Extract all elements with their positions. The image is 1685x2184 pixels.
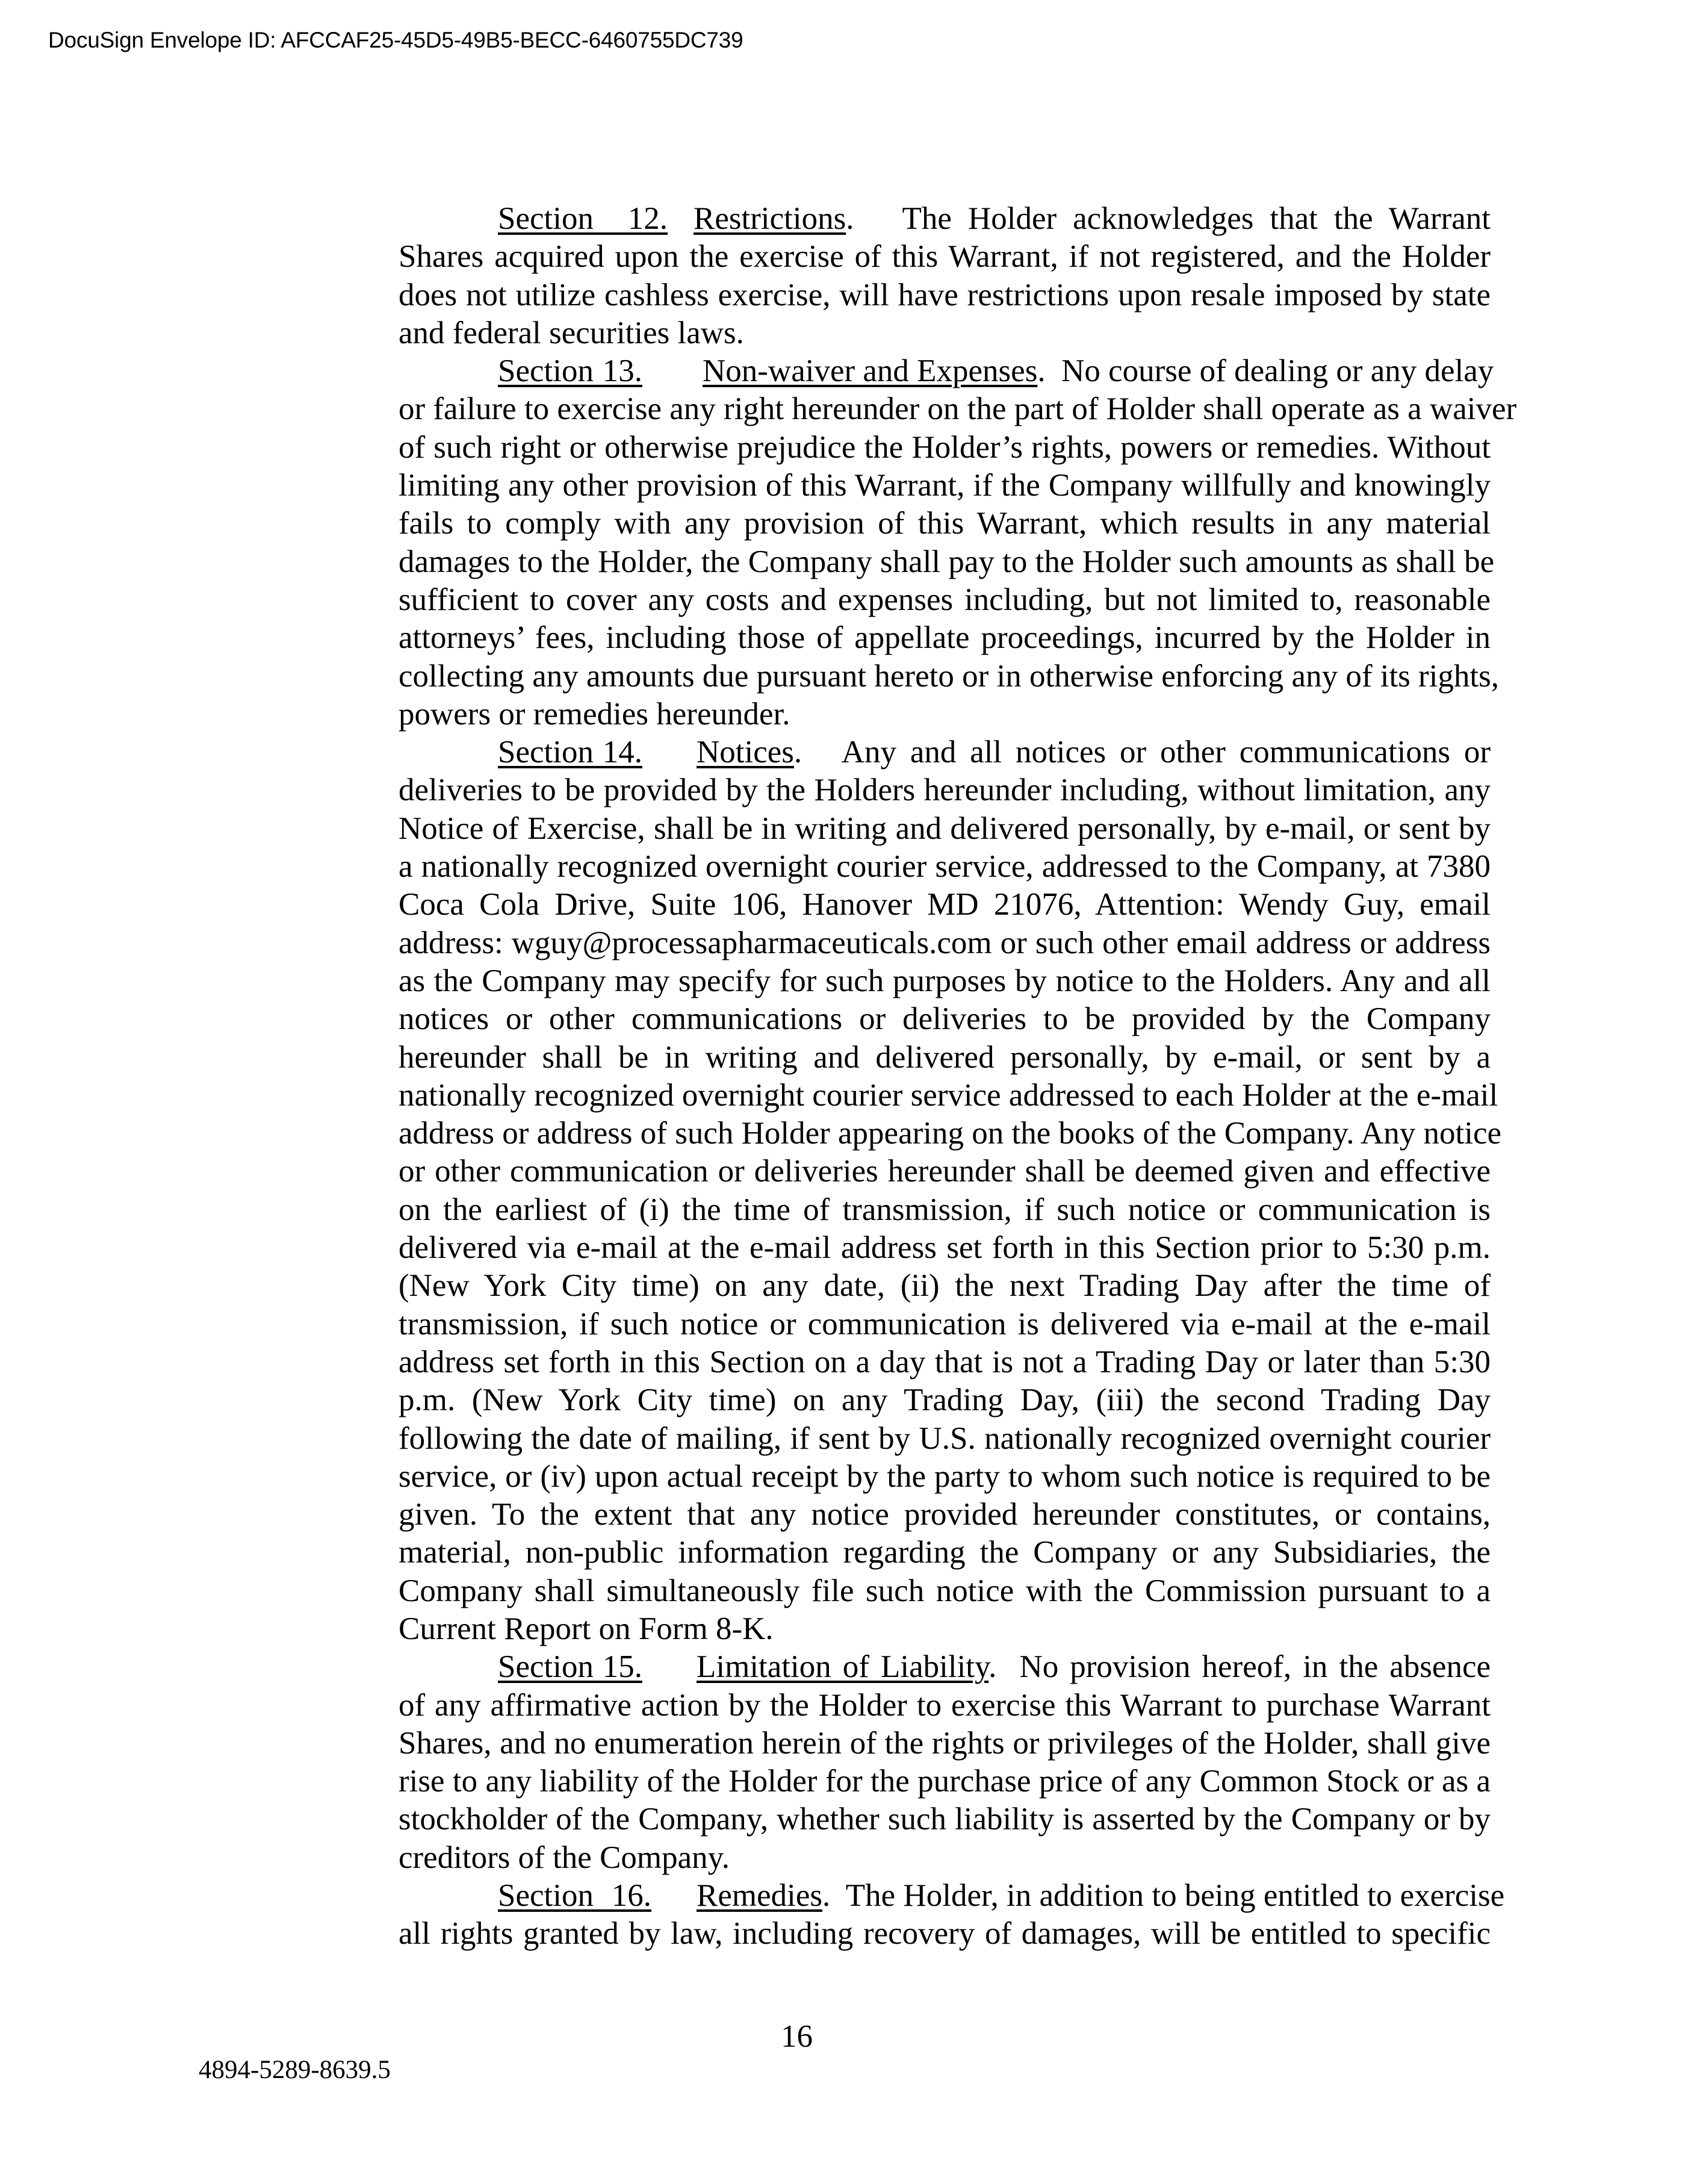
section-title: Limitation of Liability — [697, 1649, 989, 1685]
text-line: (New York City time) on any date, (ii) the next Trading Day after the time of — [399, 1268, 1491, 1304]
section-number: Section 16. — [498, 1878, 651, 1914]
section-number: Section 14. — [498, 735, 642, 770]
text-line: damages to the Holder, the Company shall pay to the Holder such amounts as shall be — [399, 544, 1495, 579]
email-address-line: address: wguy@processapharmaceuticals.com or such other email address or address — [399, 925, 1491, 960]
section-16 — [399, 1877, 1505, 1953]
section-heading-line: Section 16. Remedies. The Holder, in addition to being entitled to exercise — [399, 1877, 1491, 1915]
text-line: rise to any liability of the Holder for the purchase price of any Common Stock or as a — [399, 1764, 1491, 1799]
text-line: Shares, and no enumeration herein of the rights or privileges of the Holder, shall give — [399, 1725, 1491, 1761]
text-line: fails to comply with any provision of this Warrant, which results in any material — [399, 506, 1491, 541]
text-line: transmission, if such notice or communication is delivered via e-mail at the e-mail — [399, 1306, 1491, 1342]
section-number: Section 15. — [498, 1649, 642, 1685]
text-line: notices or other communications or deliveries to be provided by the Company — [399, 1001, 1491, 1037]
text-line: does not utilize cashless exercise, will have restrictions upon resale imposed by state — [399, 277, 1491, 313]
text-line: The Holder, in addition to being entitled to exercise — [845, 1878, 1505, 1914]
text-line: or other communication or deliveries hereunder shall be deemed given and effective — [399, 1154, 1491, 1189]
text-line: Current Report on Form 8-K. — [399, 1611, 774, 1646]
section-number: Section 13. — [498, 353, 642, 389]
text-line: hereunder shall be in writing and delivered personally, by e-mail, or sent by a — [399, 1039, 1491, 1075]
text-line: stockholder of the Company, whether such liability is asserted by the Company or by — [399, 1802, 1491, 1837]
page-number: 16 — [781, 2019, 813, 2054]
section-heading-line: Section 15. Limitation of Liability. No provision hereof, in the absence — [399, 1648, 1491, 1686]
text-line: Notice of Exercise, shall be in writing and delivered personally, by e-mail, or sent by — [399, 810, 1491, 846]
text-line: of such right or otherwise prejudice the Holder’s rights, powers or remedies. Without — [399, 429, 1491, 465]
section-12 — [399, 200, 1491, 352]
text-line: deliveries to be provided by the Holders hereunder including, without limitation, any — [399, 773, 1491, 808]
text-line: a nationally recognized overnight courier service, addressed to the Company, at 7380 — [399, 849, 1491, 885]
footer-document-id: 4894-5289-8639.5 — [199, 2056, 391, 2084]
section-14 — [399, 733, 1501, 1648]
text-line: creditors of the Company. — [399, 1840, 730, 1875]
text-line: following the date of mailing, if sent by U.S. nationally recognized overnight courier — [399, 1420, 1491, 1456]
text-line: Shares acquired upon the exercise of this Warrant, if not registered, and the Holder — [399, 239, 1491, 275]
text-line: as the Company may specify for such purposes by notice to the Holders. Any and all — [399, 963, 1491, 998]
text-line: service, or (iv) upon actual receipt by the party to whom such notice is required to be — [399, 1458, 1491, 1494]
section-13 — [399, 352, 1517, 733]
text-line: sufficient to cover any costs and expenses including, but not limited to, reasonable — [399, 582, 1491, 617]
section-title: Notices — [697, 735, 794, 770]
text-line: all rights granted by law, including recovery of damages, will be entitled to specific — [399, 1916, 1491, 1952]
document-body — [399, 200, 1517, 1953]
section-15 — [399, 1648, 1491, 1877]
text-line: Coca Cola Drive, Suite 106, Hanover MD 21076, Attention: Wendy Guy, email — [399, 887, 1491, 922]
text-line: given. To the extent that any notice provided hereunder constitutes, or contains, — [399, 1497, 1491, 1532]
section-title: Non-waiver and Expenses — [703, 353, 1038, 389]
text-line: limiting any other provision of this Warrant, if the Company willfully and knowingly — [399, 468, 1491, 503]
text-line: The Holder acknowledges that the Warrant — [902, 201, 1491, 236]
text-line: attorneys’ fees, including those of appellate proceedings, incurred by the Holder in — [399, 620, 1491, 656]
text-line: No course of dealing or any delay — [1061, 353, 1494, 389]
section-heading-line: Section 14. Notices. Any and all notices or other communications or — [399, 733, 1491, 771]
section-title: Remedies — [697, 1878, 822, 1914]
text-line: collecting any amounts due pursuant hereto or in otherwise enforcing any of its rights, — [399, 658, 1500, 694]
text-line: and federal securities laws. — [399, 315, 744, 350]
text-line: of any affirmative action by the Holder to exercise this Warrant to purchase Warrant — [399, 1687, 1491, 1723]
text-line: Company shall simultaneously file such notice with the Commission pursuant to a — [399, 1573, 1491, 1608]
text-line: on the earliest of (i) the time of transmission, if such notice or communication is — [399, 1192, 1491, 1227]
text-line: No provision hereof, in the absence — [1019, 1649, 1491, 1685]
section-title: Restrictions — [694, 201, 846, 236]
section-number: Section 12. — [498, 201, 668, 236]
text-line: or failure to exercise any right hereunder on the part of Holder shall operate as a waiver — [399, 391, 1517, 427]
docusign-envelope-id: DocuSign Envelope ID: AFCCAF25-45D5-49B5-BECC-6460755DC739 — [48, 28, 743, 52]
text-line: powers or remedies hereunder. — [399, 696, 790, 732]
section-heading-line: Section 12. Restrictions. The Holder acknowledges that the Warrant — [399, 200, 1491, 238]
text-line: p.m. (New York City time) on any Trading Day, (iii) the second Trading Day — [399, 1383, 1491, 1418]
text-line: address set forth in this Section on a day that is not a Trading Day or later than 5:30 — [399, 1344, 1491, 1380]
text-line: material, non-public information regarding the Company or any Subsidiaries, the — [399, 1535, 1491, 1570]
text-line: nationally recognized overnight courier service addressed to each Holder at the e-mail — [399, 1077, 1498, 1113]
text-line: Any and all notices or other communications or — [841, 735, 1491, 770]
section-heading-line: Section 13. Non-waiver and Expenses. No course of dealing or any delay — [399, 352, 1491, 390]
text-line: address or address of such Holder appearing on the books of the Company. Any notice — [399, 1116, 1501, 1151]
text-line: delivered via e-mail at the e-mail address set forth in this Section prior to 5:30 p.m. — [399, 1230, 1491, 1266]
